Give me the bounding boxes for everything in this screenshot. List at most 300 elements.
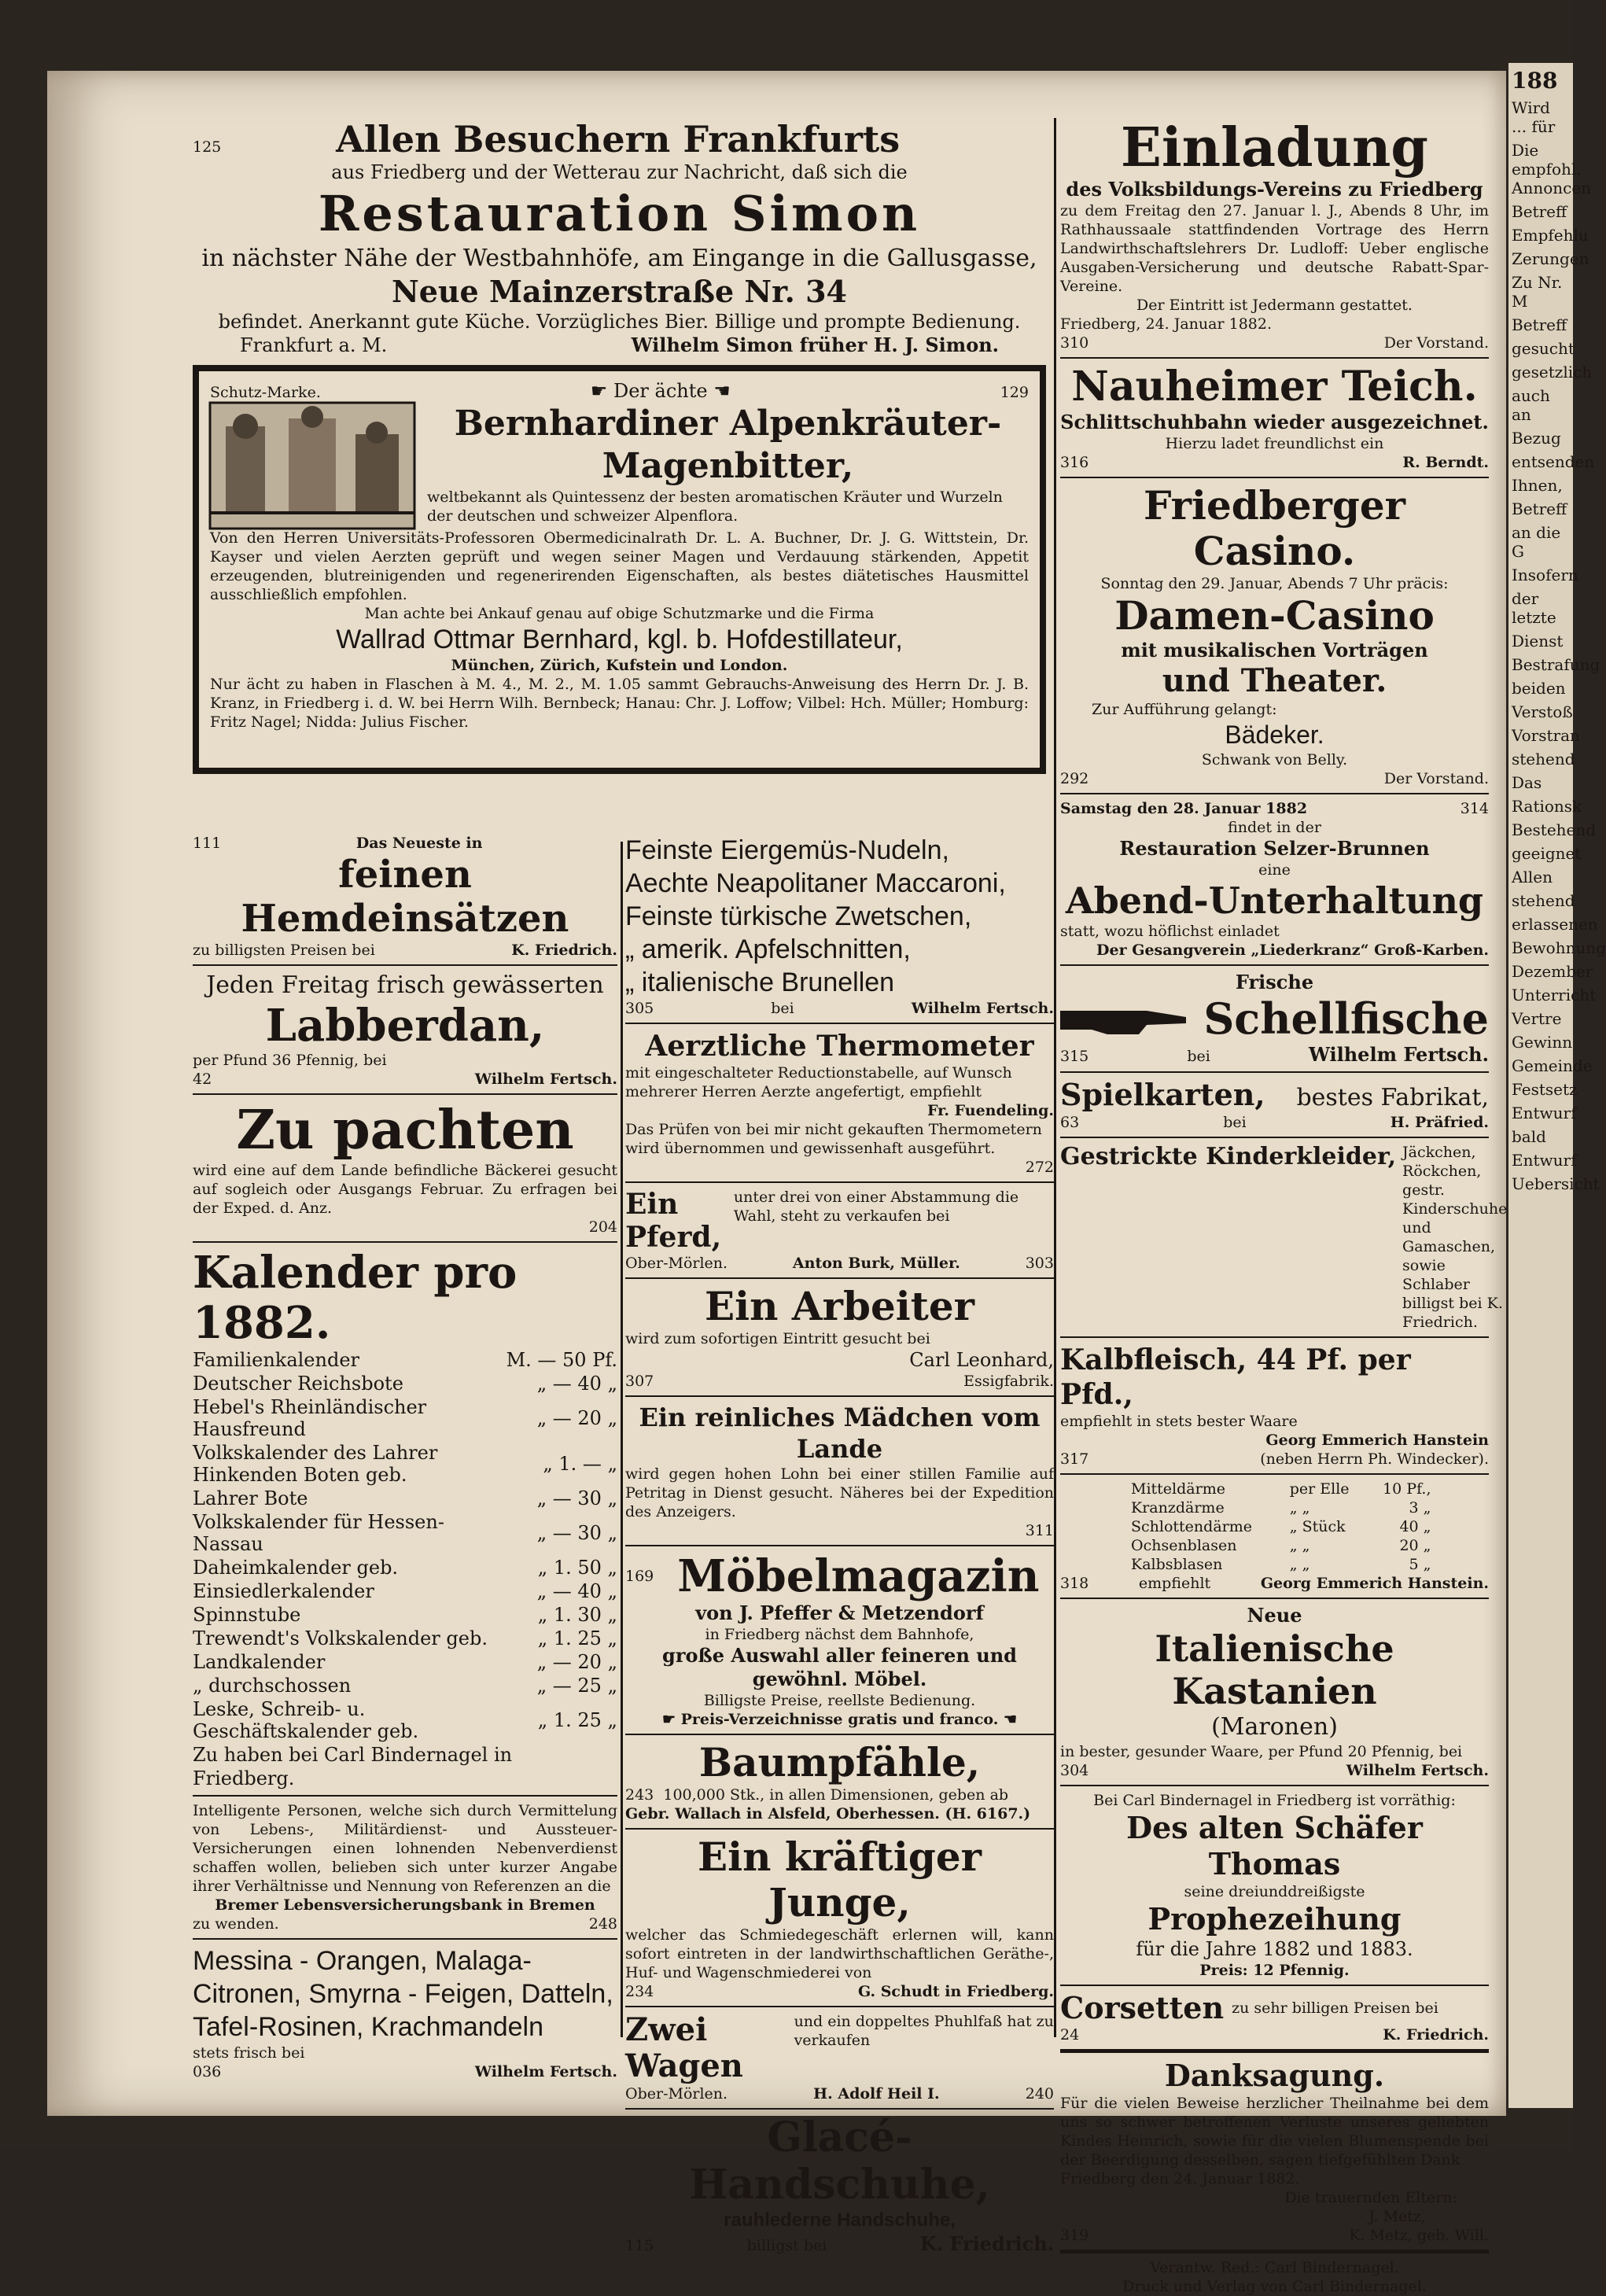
next-page-fragment: Entwurf [1512, 1151, 1577, 1170]
kalender-row [193, 1627, 617, 1650]
moebel-verzeichnis: ☛ Preis-Verzeichnisse gratis und franco. ☚ [661, 1711, 1018, 1728]
next-page-fragment: Vorstran [1512, 726, 1580, 745]
abend-date: Samstag den 28. Januar 1882 [1060, 800, 1308, 817]
labberdan-pre: Jeden Freitag frisch gewässerten [206, 971, 604, 999]
next-page-fragment: Dezember [1512, 962, 1593, 981]
bernhardiner-title-1: Bernhardiner Alpenkräuter- [454, 404, 1002, 444]
kalbfleisch-title: Kalbfleisch, 44 Pf. per Pfd., [1060, 1343, 1411, 1411]
danksagung-footer [1060, 2226, 1489, 2245]
kalender-price: „ — 30 „ [536, 1487, 617, 1509]
abend-text: statt, wozu höflichst einladet [1060, 923, 1280, 940]
kalender-price: „ 1. — „ [543, 1453, 617, 1475]
einladung-subtitle: des Volksbildungs-Vereins zu Friedberg [1066, 178, 1483, 201]
next-page-fragment: Wird ... für [1512, 98, 1556, 136]
corsetten-text: zu sehr billigen Preisen bei [1232, 1999, 1438, 2017]
divider [625, 1277, 1054, 1279]
kalender-name: Hebel's Rheinländischer Hausfreund [193, 1396, 427, 1440]
schaefer-subtitle: seine dreiunddreißigste [1184, 1883, 1365, 1900]
darm-row [1131, 1498, 1431, 1517]
divider [193, 1938, 617, 1940]
hemd-title: feinen Hemdeinsätzen [241, 853, 569, 941]
kalender-name: „ durchschossen [193, 1675, 352, 1697]
pointing-hand-icon [1060, 995, 1194, 1042]
darm-empfiehlt: empfiehlt [1138, 1575, 1211, 1592]
kalender-name: Volkskalender des Lahrer Hinkenden Boten geb. [193, 1442, 438, 1486]
einladung-footer [1060, 334, 1489, 352]
orangen-fresh: stets frisch bei [193, 2044, 305, 2062]
glace-number: 115 [625, 2237, 654, 2254]
next-page-fragment: Vertre [1512, 1009, 1562, 1028]
darm-name: Schlottendärme [1131, 1518, 1252, 1535]
maedchen-title: Ein reinliches Mädchen vom Lande [639, 1402, 1041, 1464]
kalender-price: „ 1. 50 „ [537, 1557, 617, 1579]
glace-footer [625, 2232, 1054, 2256]
teich-subtitle: Schlittschuhbahn wieder ausgezeichnet. [1060, 411, 1489, 433]
glace-bei: billigst bei [746, 2237, 827, 2254]
divider [625, 1395, 1054, 1397]
danksagung-eltern: Die trauernden Eltern: [1284, 2189, 1457, 2206]
wagen-footer [625, 2084, 1054, 2103]
bernhardiner-ad [193, 365, 1046, 774]
maedchen-text: wird gegen hohen Lohn bei einer stillen Familie auf Petritag in Dienst gesucht. Näheres bei der Expedition des Anzeigers. [625, 1465, 1054, 1520]
corsetten-ad [1060, 1991, 1489, 2025]
kalender-table [193, 1348, 617, 1743]
kalender-name: Lahrer Bote [193, 1487, 308, 1509]
kinderkleider-title: Gestrickte Kinderkleider, [1060, 1143, 1397, 1170]
einladung-title: Einladung [1121, 116, 1428, 179]
kalender-price: „ — 40 „ [536, 1580, 617, 1602]
arbeiter-text: wird zum sofortigen Eintritt gesucht bei [625, 1330, 930, 1347]
corsetten-title: Corsetten [1060, 1990, 1225, 2025]
danksagung-date: Friedberg den 24. Januar 1882. [1060, 2170, 1300, 2187]
next-page-edge [1508, 63, 1606, 2108]
next-page-fragments [1508, 98, 1606, 1193]
darm-price: 40 „ [1399, 1518, 1431, 1535]
wagen-title: Zwei Wagen [625, 2011, 743, 2084]
glace-title: Glacé-Handschuhe, [689, 2114, 990, 2209]
hemd-number: 111 [193, 835, 222, 852]
versicherung-footer [193, 1915, 617, 1933]
divider [1060, 793, 1489, 794]
baum-line [625, 1786, 1054, 1804]
next-page-fragment: Gewinn [1512, 1033, 1573, 1052]
impressum-1: Verantw. Red.: Carl Bindernagel. [1150, 2259, 1399, 2276]
restaurant-footer [193, 334, 1046, 357]
darm-price: 10 Pf., [1383, 1480, 1431, 1498]
einladung-number: 310 [1060, 334, 1089, 352]
nudeln-bei: bei [771, 1000, 794, 1017]
arbeiter-title: Ein Arbeiter [704, 1283, 975, 1329]
next-page-fragment: Ihnen, [1512, 476, 1563, 495]
pachten-text: wird eine auf dem Lande befindliche Bäckerei gesucht auf sogleich oder Ausgangs Februar. Zu erfragen bei der Exped. d. Anz. [193, 1162, 617, 1217]
darm-unit: „ „ [1289, 1499, 1310, 1517]
kalbfleisch-address: (neben Herrn Ph. Windecker). [1260, 1450, 1489, 1468]
corsetten-number: 24 [1060, 2026, 1080, 2044]
restaurant-name: Restauration Simon [318, 185, 921, 242]
next-page-fragment: Rationsk [1512, 797, 1582, 816]
schaefer-title: Des alten Schäfer Thomas [1126, 1810, 1423, 1881]
darm-footer [1060, 1574, 1489, 1593]
darm-unit: per Elle [1289, 1480, 1350, 1498]
schellfisch-number: 315 [1060, 1048, 1089, 1065]
arbeiter-firm: Essigfabrik. [963, 1373, 1054, 1390]
right-column [1060, 116, 1508, 2296]
labberdan-seller: Wilhelm Fertsch. [474, 1071, 617, 1088]
teich-number: 316 [1060, 454, 1089, 471]
labberdan-price: per Pfund 36 Pfennig, bei [193, 1052, 387, 1069]
orangen-footer [193, 2062, 617, 2081]
kinderkleider-ad [1060, 1143, 1508, 1332]
schutzmarke-label: Schutz-Marke. [210, 384, 321, 401]
spielkarten-text: bestes Fabrikat, [1296, 1084, 1489, 1111]
kalender-price: „ 1. 30 „ [537, 1604, 617, 1626]
kalender-row [193, 1348, 617, 1372]
top-left-section [193, 118, 1046, 774]
moebel-auswahl: große Auswahl aller feineren und gewöhnl. Möbel. [662, 1644, 1017, 1690]
einladung-sign: Der Vorstand. [1383, 334, 1489, 352]
next-page-fragment: geeignet [1512, 844, 1582, 863]
darm-row [1131, 1555, 1431, 1574]
casino-title: Friedberger Casino. [1144, 482, 1405, 574]
next-page-fragment: Unterricht [1512, 986, 1597, 1004]
next-page-fragment: Bestrafung [1512, 655, 1600, 674]
divider [625, 1181, 1054, 1183]
nudeln-line-3: Feinste türkische Zwetschen, [625, 901, 972, 931]
junge-footer [625, 1982, 1054, 2001]
darm-seller: Georg Emmerich Hanstein. [1260, 1575, 1489, 1592]
schaefer-price: Preis: 12 Pfennig. [1199, 1962, 1350, 1979]
pferd-ad [625, 1188, 1054, 1254]
divider [193, 964, 617, 966]
schellfisch-seller: Wilhelm Fertsch. [1308, 1043, 1489, 1066]
kalender-row [193, 1674, 617, 1697]
restaurant-city: Frankfurt a. M. [240, 334, 388, 356]
divider [1060, 1137, 1489, 1138]
next-page-fragment: bald [1512, 1127, 1546, 1146]
kalbfleisch-text: empfiehlt in stets bester Waare [1060, 1413, 1298, 1430]
darm-row [1131, 1536, 1431, 1555]
kastanien-number: 304 [1060, 1762, 1089, 1779]
bernhardiner-paragraph-3: Man achte bei Ankauf genau auf obige Schutzmarke und die Firma [364, 605, 875, 622]
kalbfleisch-footer [1060, 1450, 1489, 1469]
pferd-place: Ober-Mörlen. [625, 1255, 728, 1272]
casino-sign: Der Vorstand. [1383, 770, 1489, 787]
kalender-name: Spinnstube [193, 1604, 301, 1626]
baum-text: 100,000 Stk., in allen Dimensionen, geben ab [663, 1786, 1009, 1804]
pferd-footer [625, 1254, 1054, 1273]
orangen-number: 036 [193, 2063, 222, 2080]
trademark-illustration-icon [210, 403, 414, 529]
pferd-title: Ein Pferd, [625, 1188, 722, 1254]
abend-restaurant: Restauration Selzer-Brunnen [1119, 837, 1430, 860]
kalender-name: Volkskalender für Hessen-Nassau [193, 1511, 444, 1555]
corsetten-footer [1060, 2025, 1489, 2044]
darm-name: Mitteldärme [1131, 1480, 1225, 1498]
bernhardiner-body [210, 403, 1029, 529]
kalbfleisch-number: 317 [1060, 1450, 1089, 1468]
divider [1060, 477, 1489, 478]
darm-price: 5 „ [1409, 1556, 1431, 1573]
moebel-number: 169 [625, 1568, 654, 1585]
bernhardiner-title-2: Magenbitter, [602, 446, 854, 486]
kalender-price: „ — 20 „ [536, 1407, 617, 1429]
kalender-footer: Zu haben bei Carl Bindernagel in Friedberg. [193, 1744, 513, 1789]
darm-name: Kalbsblasen [1131, 1556, 1223, 1573]
moebel-von: von J. Pfeffer & Metzendorf [695, 1601, 984, 1624]
casino-date: Sonntag den 29. Januar, Abends 7 Uhr präcis: [1100, 575, 1449, 592]
abend-title: Abend-Unterhaltung [1065, 879, 1484, 922]
divider [1060, 1473, 1489, 1475]
kalender-name: Familienkalender [193, 1349, 360, 1371]
labberdan-title: Labberdan, [265, 1000, 545, 1052]
danksagung-text: Für die vielen Beweise herzlicher Theilnahme bei dem uns so schwer betroffenen Verluste unseres geliebten Kindes Heinrich, sowie für die vielen Blumenspende bei der Beerdigung desselben, sagen tiefgefühlten Dank [1060, 2095, 1489, 2169]
kalender-row [193, 1603, 617, 1627]
wagen-ad [625, 2012, 1054, 2084]
besucher-subtitle: aus Friedberg und der Wetterau zur Nachricht, daß sich die [331, 161, 908, 183]
baum-title: Baumpfähle, [698, 1739, 981, 1786]
next-page-fragment: Betreff [1512, 202, 1567, 221]
next-page-fragment: auch an [1512, 386, 1550, 424]
orangen-text: Messina - Orangen, Malaga-Citronen, Smyrna - Feigen, Datteln, Tafel-Rosinen, Krachmandeln [193, 1946, 613, 2042]
divider [625, 2108, 1054, 2110]
wagen-number: 240 [1025, 2085, 1054, 2103]
kalender-row [193, 1556, 617, 1579]
bernhardiner-number: 129 [1000, 384, 1029, 401]
kastanien-pre: Neue [1247, 1604, 1302, 1627]
spielkarten-number: 63 [1060, 1114, 1080, 1131]
next-page-fragment: Betreff [1512, 499, 1567, 518]
moebel-header [625, 1551, 1054, 1601]
casino-schwank: Schwank von Belly. [1201, 751, 1348, 768]
bernhardiner-cities: München, Zürich, Kufstein und London. [451, 657, 788, 674]
column-rule-right [1054, 118, 1056, 2037]
pferd-number: 303 [1025, 1255, 1054, 1272]
schellfisch-footer [1060, 1043, 1489, 1067]
next-page-fragment: der letzte [1512, 589, 1556, 627]
casino-und: und Theater. [1162, 662, 1387, 699]
nudeln-seller: Wilhelm Fertsch. [911, 1000, 1054, 1017]
kalender-price: „ — 30 „ [536, 1522, 617, 1544]
kastanien-title: Italienische Kastanien [1155, 1627, 1394, 1712]
danksagung-name-1: J. Metz, [1368, 2208, 1426, 2225]
bernhardiner-echt: ☛ Der ächte ☚ [590, 380, 731, 402]
moebel-location: in Friedberg nächst dem Bahnhofe, [705, 1626, 974, 1643]
schellfisch-pre: Frische [1235, 971, 1314, 993]
next-page-fragment: beiden [1512, 679, 1566, 698]
bernhardiner-title-block [427, 403, 1029, 529]
casino-footer [1060, 769, 1489, 788]
hemd-seller: K. Friedrich. [511, 942, 617, 959]
baum-number: 243 [625, 1786, 654, 1804]
abend-stat: findet in der [1228, 819, 1321, 836]
bernhardiner-paragraph-1: weltbekannt als Quintessenz der besten aromatischen Kräuter und Wurzeln der deutschen und schweizer Alpenflora. [427, 488, 1003, 525]
kalender-name: Daheimkalender geb. [193, 1557, 399, 1579]
kalender-row [193, 1372, 617, 1395]
kinderkleider-text: Jäckchen, Röckchen, gestr. Kinderschuhe und Gamaschen, sowie Schlaber billigst bei K. Friedrich. [1402, 1144, 1508, 1331]
divider [1060, 1785, 1489, 1786]
hemd-subtitle: zu billigsten Preisen bei [193, 942, 375, 959]
darm-price: 3 „ [1409, 1499, 1431, 1517]
kastanien-seller: Wilhelm Fertsch. [1346, 1762, 1489, 1779]
schellfisch-title: Schellfische [1203, 993, 1489, 1044]
next-page-fragment: gesetzlich [1512, 363, 1593, 381]
next-page-fragment: gesucht [1512, 339, 1575, 358]
next-page-fragment: Empfehlu [1512, 226, 1589, 245]
teich-title: Nauheimer Teich. [1071, 363, 1478, 411]
divider [625, 1545, 1054, 1546]
kalender-title: Kalender pro 1882. [193, 1247, 518, 1349]
nudeln-number: 305 [625, 1000, 654, 1017]
next-page-fragment: stehend [1512, 891, 1575, 910]
labberdan-number: 42 [193, 1071, 212, 1088]
wagen-text: und ein doppeltes Phuhlfaß hat zu verkaufen [794, 2013, 1054, 2049]
pachten-title: Zu pachten [236, 1099, 574, 1162]
versicherung-bank: Bremer Lebensversicherungsbank in Bremen [215, 1896, 595, 1914]
kalender-row [193, 1510, 617, 1556]
schaefer-pre: Bei Carl Bindernagel in Friedberg ist vorräthig: [1093, 1792, 1456, 1809]
divider [1060, 964, 1489, 966]
abend-eine: eine [1258, 861, 1291, 879]
thermometer-seller: Fr. Fuendeling. [926, 1102, 1054, 1119]
spielkarten-seller: H. Präfried. [1390, 1114, 1489, 1131]
next-page-fragment: entsenden [1512, 452, 1595, 471]
spielkarten-bei: bei [1223, 1114, 1247, 1131]
divider [625, 1023, 1054, 1024]
next-page-fragment: erlassenen [1512, 915, 1598, 934]
darm-name: Kranzdärme [1131, 1499, 1225, 1517]
kalender-name: Trewendt's Volkskalender geb. [193, 1627, 488, 1649]
kalender-price: „ 1. 25 „ [537, 1709, 617, 1731]
thermometer-title: Aerztliche Thermometer [645, 1030, 1034, 1063]
page-number: 125 [193, 138, 222, 156]
kalender-price: „ — 25 „ [536, 1675, 617, 1697]
glace-subtitle: rauhlederne Handschuhe, [724, 2209, 956, 2231]
teich-text: Hierzu ladet freundlichst ein [1165, 435, 1384, 452]
next-page-fragment: Betreff [1512, 315, 1567, 334]
thermometer-note: Das Prüfen von bei mir nicht gekauften Thermometern wird übernommen und gewissenhaft ausgeführt. [625, 1121, 1042, 1157]
darm-unit: „ „ [1289, 1556, 1310, 1573]
next-page-number: 188 [1512, 68, 1558, 94]
kastanien-footer [1060, 1761, 1489, 1780]
next-page-fragment: Gemeinde [1512, 1056, 1593, 1075]
spielkarten-footer [1060, 1113, 1489, 1132]
pferd-text: unter drei von einer Abstammung die Wahl, steht zu verkaufen bei [733, 1189, 1019, 1225]
divider [625, 2006, 1054, 2007]
next-page-fragment: Allen [1512, 868, 1553, 886]
left-column [193, 834, 617, 2081]
hemd-pre: Das Neueste in [355, 835, 483, 852]
thermometer-number: 272 [1025, 1159, 1054, 1176]
divider [1060, 1598, 1489, 1599]
heavy-divider [1060, 2250, 1489, 2254]
spielkarten-row [1060, 1078, 1489, 1113]
corsetten-seller: K. Friedrich. [1383, 2026, 1489, 2044]
divider [1060, 357, 1489, 359]
darm-row [1131, 1480, 1431, 1498]
bernhardiner-header [210, 379, 1029, 403]
kalender-price: „ — 40 „ [536, 1373, 617, 1395]
kalender-row [193, 1650, 617, 1674]
casino-number: 292 [1060, 770, 1089, 787]
junge-title: Ein kräftiger Junge, [698, 1833, 982, 1926]
moebel-title: Möbelmagazin [677, 1550, 1040, 1602]
kalender-price: „ — 20 „ [536, 1651, 617, 1673]
thermometer-text: mit eingeschalteter Reductionstabelle, auf Wunsch mehrerer Herren Aerzte angefertigt, empfiehlt [625, 1064, 1012, 1100]
next-page-fragment: Uebersicht [1512, 1174, 1600, 1193]
divider [193, 1795, 617, 1797]
kalender-name: Leske, Schreib- u. Geschäftskalender geb. [193, 1698, 419, 1742]
hemd-footer [193, 941, 617, 960]
abend-sign: Der Gesangverein „Liederkranz“ Groß-Karben. [1096, 942, 1489, 959]
darm-number: 318 [1060, 1575, 1089, 1592]
darm-name: Ochsenblasen [1131, 1537, 1237, 1554]
baum-firm: Gebr. Wallach in Alsfeld, Oberhessen. (H. 6167.) [625, 1805, 1031, 1822]
kalender-row [193, 1441, 617, 1487]
kalender-name: Landkalender [193, 1651, 326, 1673]
column-rule-middle [621, 842, 623, 2037]
wagen-place: Ober-Mörlen. [625, 2085, 728, 2103]
heavy-divider [1060, 2049, 1489, 2053]
einladung-free: Der Eintritt ist Jedermann gestattet. [1136, 297, 1413, 314]
next-page-fragment: Bewohnung [1512, 938, 1606, 957]
next-page-fragment: stehend [1512, 750, 1575, 768]
restaurant-owner: Wilhelm Simon früher H. J. Simon. [631, 334, 999, 356]
divider [625, 1828, 1054, 1830]
schellfisch-bei: bei [1187, 1048, 1210, 1065]
kalender-row [193, 1395, 617, 1441]
divider [1060, 1071, 1489, 1073]
nudeln-line-1: Feinste Eiergemüs-Nudeln, [625, 835, 949, 865]
next-page-fragment: Entwurf [1512, 1104, 1577, 1122]
darm-row [1131, 1517, 1431, 1536]
darm-unit: „ Stück [1289, 1518, 1346, 1535]
divider [1060, 1985, 1489, 1986]
maedchen-number: 311 [1025, 1522, 1054, 1539]
next-page-fragment: Verstoß [1512, 702, 1573, 721]
kalender-row [193, 1487, 617, 1510]
abend-number: 314 [1460, 800, 1489, 817]
nudeln-footer [625, 999, 1054, 1018]
junge-seller: G. Schudt in Friedberg. [857, 1983, 1054, 2000]
next-page-fragment: Insofern [1512, 566, 1578, 584]
moebel-preise: Billigste Preise, reellste Bedienung. [703, 1692, 976, 1709]
nudeln-line-5: „ italienische Brunellen [625, 967, 895, 997]
einladung-text: zu dem Freitag den 27. Januar l. J., Abends 8 Uhr, im Rathhaussaale stattfindenden Vortrage des Herrn Landwirthschaftslehrers Dr. Ludloff: Ueber englische Ausgaben-Versicherung und deutsche Rabatt-Spar-Vereine. [1060, 202, 1489, 295]
bernhardiner-firm: Wallrad Ottmar Bernhard, kgl. b. Hofdestillateur, [336, 625, 903, 654]
next-page-fragment: an die G [1512, 523, 1561, 561]
next-page-fragment: Festsetz [1512, 1080, 1578, 1099]
next-page-fragment: Die empfohl. Annoncen [1512, 141, 1592, 197]
arbeiter-footer [625, 1372, 1054, 1391]
casino-subtitle: mit musikalischen Vorträgen [1121, 639, 1428, 662]
kalender-name: Einsiedlerkalender [193, 1580, 374, 1602]
versicherung-end: zu wenden. [193, 1915, 279, 1933]
spielkarten-title: Spielkarten, [1060, 1077, 1265, 1112]
besucher-header [193, 118, 1046, 160]
schaefer-prophezeihung: Prophezeihung [1147, 1901, 1402, 1937]
versicherung-text: Intelligente Personen, welche sich durch Vermittelung von Lebens-, Militärdienst- und Aussteuer-Versicherungen einen lohnenden Nebenverdienst schaffen wollen, belieben sich unter kurzer Angabe ihrer Verhältnisse und Nennung von Referenzen an die [193, 1802, 617, 1895]
schaefer-years: für die Jahre 1882 und 1883. [1136, 1938, 1413, 1960]
casino-play: Bädeker. [1225, 720, 1324, 749]
kalender-row [193, 1579, 617, 1603]
next-page-fragment: Das [1512, 773, 1542, 792]
danksagung-name-2: K. Metz, geb. Will. [1349, 2227, 1489, 2244]
abend-header [1060, 799, 1489, 818]
restaurant-description: befindet. Anerkannt gute Küche. Vorzügliches Bier. Billige und prompte Bedienung. [218, 311, 1021, 333]
next-page-fragment: Dienst [1512, 632, 1564, 650]
next-page-fragment: Zerungen [1512, 249, 1589, 268]
kalender-row [193, 1697, 617, 1743]
